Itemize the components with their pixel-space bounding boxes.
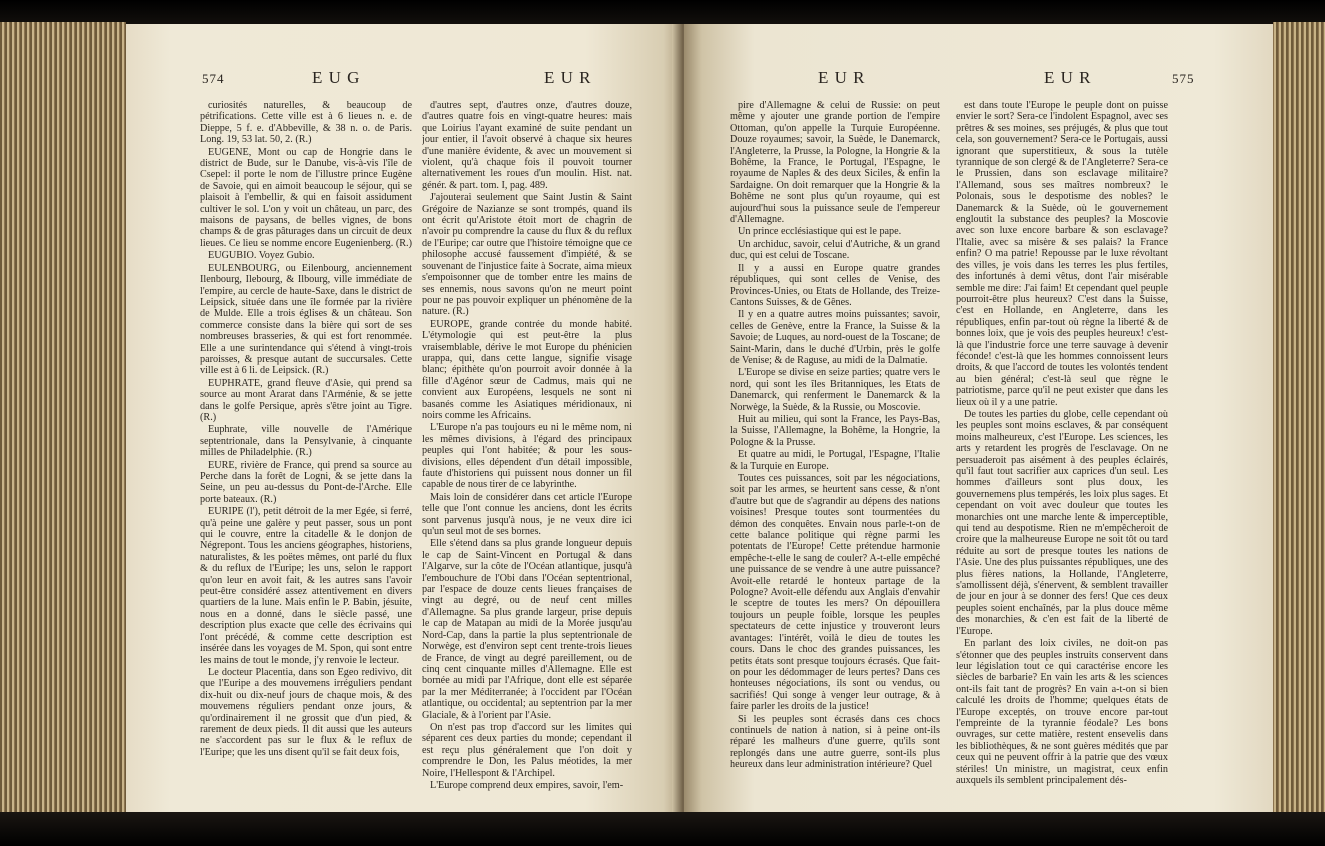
- left-column-2: [422, 100, 632, 810]
- paragraph: EUPHRATE, grand fleuve d'Asie, qui prend sa source au mont Ararat dans l'Arménie, & se jette dans le golfe Persique, après s'être joint au Tigre. (R.): [200, 377, 412, 423]
- paragraph: EULENBOURG, ou Eilenbourg, anciennement Ilenbourg, Ilebourg, & Ilbourg, ville immédiate de l'empire, au cercle de haute-Saxe, dans le district de Leipsick, située dans une île formée par la rivière de Mulde. Elle a trois églises & un château. Son commerce consiste dans la bière qui sort de ses nombreuses brasseries, & qui est fort renommée. Elle a une surintendance qui s'étend à vingt-trois paroisses, & presque autant de succursales. Cette ville est à 6 li. de Leipsick. (R.): [200, 262, 412, 377]
- paragraph: pire d'Allemagne & celui de Russie: on peut même y ajouter une grande portion de l'empire Ottoman, qu'on appelle la Turquie Européenne. Douze royaumes; savoir, la Suède, le Danemarck, l'Angleterre, la Prusse, la Pologne, la Hongrie & la Bohême, la France, le Portugal, l'Espagne, le royaume de Naples & des deux Siciles, & enfin la Sardaigne. On doit remarquer que la Hongrie & la Bohême ne sont plus qu'un royaume, qui est aujourd'hui sous la puissance seule de l'empereur d'Allemagne.: [730, 100, 940, 226]
- right-page-edges: [1273, 22, 1325, 818]
- paragraph: Il y a aussi en Europe quatre grandes républiques, qui sont celles de Venise, des Provinces-Unies, ou Etats de Hollande, des Treize-Cantons Suisses, & de Gênes.: [730, 262, 940, 308]
- paragraph: L'Europe comprend deux empires, savoir, l'em-: [430, 779, 624, 791]
- paragraph: Elle s'étend dans sa plus grande longueur depuis le cap de Saint-Vincent en Portugal & dans l'Algarve, sur la côte de l'Océan atlantique, jusqu'à l'embouchure de l'Obi dans l'Océan septentrional, par l'espace de douze cents lieues françaises de vingt au degré, ou de neuf cent milles d'Allemagne. Sa plus grande largeur, prise depuis le cap de Matapan au midi de la Morée jusqu'au Nord-Cap, dans la partie la plus septentrionale de Norwège, est d'environ sept cent trente-trois lieues de France, de vingt au degré pareillement, ou de cinq cent cinquante milles d'Allemagne. Elle est bornée au midi par l'Afrique, dont elle est séparée par la mer Méditerranée; à l'occident par l'Océan atlantique, ou occidental; au septentrion par la mer Glaciale, & à l'orient par l'Asie.: [422, 538, 632, 721]
- left-column-1: [200, 100, 412, 810]
- left-page: [126, 24, 686, 814]
- paragraph: Un archiduc, savoir, celui d'Autriche, & un grand duc, qui est celui de Toscane.: [730, 238, 940, 262]
- right-column-1: [730, 100, 940, 810]
- right-column-2: [956, 100, 1168, 810]
- right-running-head-1: E U R: [818, 68, 866, 87]
- right-page: [684, 24, 1273, 814]
- paragraph: Et quatre au midi, le Portugal, l'Espagne, l'Italie & la Turquie en Europe.: [730, 449, 940, 472]
- paragraph: EURE, rivière de France, qui prend sa source au Perche dans la forêt de Logni, & se jette dans la Seine, un peu au-dessus du Pont-de-l'Arche. Elle porte bateaux. (R.): [200, 459, 412, 505]
- paragraph: On n'est pas trop d'accord sur les limites qui séparent ces deux parties du monde; cependant il est reçu plus généralement que l'on doit y comprendre le Don, les Palus méotides, la mer Noire, l'Hellespont & l'Archipel.: [422, 721, 632, 779]
- paragraph: est dans toute l'Europe le peuple dont on puisse envier le sort? Sera-ce l'indolent Espagnol, avec ses prêtres & ses moines, ses préjugés, & plus que tout cela, son gouvernement? Sera-ce le Portugais, aussi ignorant que superstitieux, & sous la tutèle tyrannique de son clergé & de l'Angleterre? Sera-ce le Prussien, dans son esclavage militaire? l'Allemand, sous ses maîtres nombreux? le Polonais, sous le despotisme des nobles? le Danemarck & la Suède, où le gouvernement engloutit la substance des peuples? la Moscovie avec son luxe encore barbare & son esclavage? l'Italie, avec sa misère & ses palais? la France enfin? O ma patrie! Repousse par le luxe révoltant des villes, je vois dans les terres les plus fertiles, des infortunés à demi vêtus, dont l'air misérable semble me dire: J'ai faim! Et cependant quel peuple pourroit-être plus heureux? C'est dans la Suisse, c'est en Hollande, en Angleterre, dans les républiques, enfin par-tout où règne la liberté & de bonnes loix, que je vois des peuples heureux! c'est-là que l'industrie force une terre sauvage à devenir féconde! c'est-là que les hommes connoissent leurs droits, & que l'accord de toutes les volontés tendent au bien général; c'est-là seul que règne le patriotisme, parce qu'il ne peut exister que dans les lieux où il y a une patrie.: [956, 100, 1168, 408]
- paragraph: L'Europe se divise en seize parties; quatre vers le nord, qui sont les îles Britanniques, les Etats de Danemarck, qui renferment le Danemarck & la Norwège, la Suède, & la Russie, ou Moscovie.: [730, 367, 940, 413]
- paragraph: Mais loin de considérer dans cet article l'Europe telle que l'ont connue les anciens, dont les écrits sont parvenus jusqu'à nous, je ne veux dire ici qu'un seul mot de ses bornes.: [422, 491, 632, 538]
- paragraph: d'autres sept, d'autres onze, d'autres douze, d'autres quatre fois en vingt-quatre heures: mais que Loirius l'ayant examiné de suite pendant un jour entier, il l'avoit observé à chaque six heures d'une manière évidente, & avec un mouvement si violent, qu'à chaque fois il pouvoit tourner alternativement les roues d'un moulin. Hist. nat. génér. & part. tom. I, pag. 489.: [422, 100, 632, 191]
- paragraph: Il y en a quatre autres moins puissantes; savoir, celles de Genève, entre la France, la Suisse & la Savoie; de Luques, au nord-ouest de la Toscane; de Saint-Marin, dans le duché d'Urbin, près le golfe de Venise; & de Raguse, au midi de la Dalmatie.: [730, 309, 940, 366]
- left-page-number: 574: [202, 71, 225, 86]
- paragraph: Le docteur Placentia, dans son Egeo redivivo, dit que l'Euripe a des mouvemens irréguliers pendant dix-huit ou dix-neuf jours de chaque mois, & des mouvemens réguliers pendant onze jours, & qu'ordinairement il ne grossit que d'un pied, & rarement de deux pieds. Il dit aussi que les auteurs ne s'accordent pas sur le flux & le reflux de l'Euripe; que les uns disent qu'il se fait deux fois,: [200, 666, 412, 758]
- left-running-head-1: E U G: [312, 68, 361, 87]
- paragraph: Huit au milieu, qui sont la France, les Pays-Bas, la Suisse, l'Allemagne, la Bohême, la Hongrie, la Pologne & la Prusse.: [730, 413, 940, 448]
- paragraph: curiosités naturelles, & beaucoup de pétrifications. Cette ville est à 6 lieues n. e. de Dieppe, 5 f. e. d'Abbeville, & 38 n. o. de Paris. Long. 19, 53 lat. 50, 2. (R.): [200, 100, 412, 146]
- right-page-number: 575: [1172, 71, 1195, 86]
- paragraph: Toutes ces puissances, soit par les négociations, soit par les armes, se heurtent sans cesse, & n'ont d'autre but que de s'agrandir au dépens des nations voisines! Presque toutes sont tourmentées du démon des conquêtes. Envain nous parle-t-on de cette balance politique qui règne parmi les potentats de l'Europe! Cette prétendue harmonie empêche-t-elle le sang de couler? A-t-elle empêché une puissance de se vendre à une autre puissance? Avoit-elle retardé le honteux partage de la Pologne? Avoit-elle défendu aux Anglais d'envahir le sceptre de toutes les mers? On dépouillera toujours un peuple foible, lorsque les peuples spectateurs de cette injustice y trouveront leurs avantages: l'intérêt, voilà le dieu de toutes les cours. Dans le choc des grandes puissances, les petits états sont presque toujours écrasés. Que fait-on pour les dédommager de leurs pertes? Dans ces honteuses négociations, ils sont ou vendus, ou sacrifiés! Qui songe à venger leur outrage, & à faire parler les droits de la justice!: [730, 473, 940, 713]
- left-page-edges: [0, 22, 126, 818]
- paragraph: EUGUBIO. Voyez Gubio.: [208, 250, 315, 262]
- paragraph: L'Europe n'a pas toujours eu ni le même nom, ni les mêmes divisions, à l'égard des principaux peuples qui l'ont habitée; & pour les sous-divisions, elles dépendent d'un détail impossible, faute d'historiens qui puissent nous donner un fil capable de nous tirer de ce labyrinthe.: [422, 422, 632, 491]
- paragraph: EUROPE, grande contrée du monde habité. L'étymologie qui est peut-être la plus vraisemblable, dérive le mot Europe du phénicien urappa, qui, dans cette langue, signifie visage blanc; épithète qu'on pourroit avoir donnée à la fille d'Agénor sœur de Cadmus, mais qui ne convient aux Européens, lesquels ne sont ni basanés comme les Asiatiques méridionaux, ni noirs comme les Africains.: [422, 318, 632, 421]
- paragraph: De toutes les parties du globe, celle cependant où les peuples sont moins esclaves, & par conséquent moins malheureux, c'est l'Europe. Les sciences, les arts y retardent les progrès de l'esclavage. On ne persuaderoit pas aisément à des peuples éclairés, qu'il faut tout sacrifier aux caprices d'un seul. Les hommes d'ailleurs sont plus doux, les gouvernemens plus tempérés, les loix plus sages. Et cependant on voit avec douleur que toutes les monarchies ont une marche lente & imperceptible, qui tend au despotisme. Rien ne m'empêcheroit de croire que la malheureuse Europe ne soit tôt ou tard réduite au sort de presque toutes les nations de l'Asie. Une des plus puissantes républiques, une des plus fières nations, la Hollande, l'Angleterre, s'amollissent déjà, s'énervent, & semblent travailler de jour en jour à se donner des fers! Que ces deux peuples soient enchaînés, par la plus douce même des monarchies, & c'en est fait de la liberté de l'Europe.: [956, 408, 1168, 637]
- top-shadow: [0, 0, 1325, 24]
- paragraph: Euphrate, ville nouvelle de l'Amérique septentrionale, dans la Pensylvanie, à cinquante milles de Philadelphie. (R.): [200, 424, 412, 459]
- bottom-shadow: [0, 812, 1325, 846]
- right-running-head-2: E U R: [1044, 68, 1092, 87]
- paragraph: En parlant des loix civiles, ne doit-on pas s'étonner que des peuples instruits conservent dans leur législation tout ce qui caractérise encore les siècles de barbarie? En vain les arts & les sciences ont-ils fait tant de progrès? En vain a-t-on si bien calculé les droits de l'homme; quelques états de l'Europe exceptés, on trouve encore par-tout l'empreinte de la tyrannie féodale? Les bons ouvrages, sur cette matière, restent ensevelis dans les bibliothèques, & ne sont guères médités que par ceux qui ne peuvent offrir à la patrie que des vœux stériles! Un ministre, un magistrat, ceux enfin auxquels ils semblent principalement dés-: [956, 638, 1168, 786]
- left-running-head-2: E U R: [544, 68, 592, 87]
- paragraph: J'ajouterai seulement que Saint Justin & Saint Grégoire de Nazianze se sont trompés, quand ils ont écrit qu'Aristote étoit mort de chagrin de n'avoir pu comprendre la cause du flux & du reflux de l'Euripe; car outre que l'histoire témoigne que ce philosophe accusé faussement d'impiété, & se souvenant de l'injustice faite à Socrate, aima mieux s'empoisonner que de tomber entre les mains de ses ennemis, nous savons qu'on ne meurt point pour ne pas pouvoir expliquer un phénomène de la nature. (R.): [422, 192, 632, 318]
- paragraph: Un prince ecclésiastique qui est le pape.: [738, 226, 902, 238]
- paragraph: Si les peuples sont écrasés dans ces chocs continuels de nation à nation, si à peine ont-ils réparé les malheurs d'une guerre, qu'ils sont replongés dans une autre guerre, sont-ils plus heureux dans leur administration intérieure? Quel: [730, 713, 940, 771]
- paragraph: EURIPE (l'), petit détroit de la mer Egée, si ferré, qu'à peine une galère y peut passer, sous un pont qui le couvre, entre la citadelle & le donjon de Négrepont. Tous les anciens géographes, historiens, naturalistes, & les poëtes mêmes, ont parlé du flux & du reflux de l'Euripe; les uns, selon le rapport qu'on leur en avoit fait, & les autres sans l'avoir peut-être considéré assez attentivement en divers quartiers de la lune. Mais enfin le P. Babin, jésuite, nous en a donné, dans le siècle passé, une description plus exacte que celle des écrivains qui l'ont précédé, & comme cette description est insérée dans les voyages de M. Spon, qui sont entre les mains de tout le monde, j'y renvoie le lecteur.: [200, 506, 412, 666]
- paragraph: EUGENE, Mont ou cap de Hongrie dans le district de Bude, sur le Danube, vis-à-vis l'île de Csepel: il porte le nom de l'illustre prince Eugène de Savoie, qui en aimoit beaucoup le séjour, qui se plaisoit à l'embellir, & qui en faisoit assidument cultiver le sol. L'on y voit un château, un parc, des maisons de paysans, de belles vignes, de bons champs & de gras pâturages dans un circuit de deux lieues. Ce lieu se nomme encore Eugenienberg. (R.): [200, 146, 412, 249]
